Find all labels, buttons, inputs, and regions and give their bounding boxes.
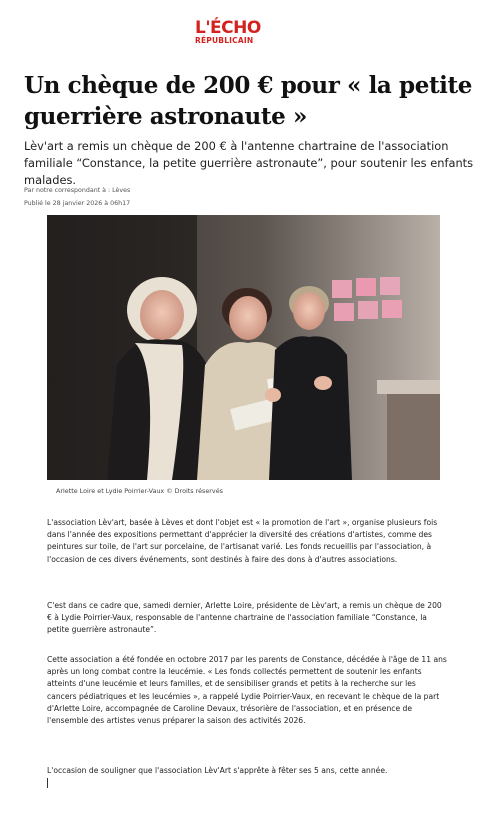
article-paragraph: L'occasion de souligner que l'association Lèv'Art s'apprête à fêter ses 5 ans, cette année. [47,766,388,775]
article-date: Publié le 28 janvier 2026 à 06h17 [24,200,131,207]
article-paragraph: Cette association a été fondée en octobre 2017 par les parents de Constance, décédée à l'âge de 11 ans après un long combat contre la leucémie. « Les fonds collectés permettent de soutenir les enfants atteints d'une leucémie et leurs familles, et de sensibiliser grands et petits à la recherche sur les cancers pédiatriques et les leucémies », a rappelé Lydie Poirrier-Vaux, en recevant le chèque de la part d'Arlette Loire, accompagnée de Caroline Devaux, trésorière de l'association, et en présence de l'ensemble des artistes venus préparer la saison des activités 2026. [47,655,447,726]
article-headline: Un chèque de 200 € pour « la petite guerrière astronaute » [24,72,472,130]
article-paragraph: L'association Lèv'art, basée à Lèves et dont l'objet est « la promotion de l'art », organise plusieurs fois dans l'année des expositions permettant d'apprécier la diversité des créations d'artistes, comme des peintures sur toile, de l'art sur porcelaine, de l'artisanat varié. Les fonds recueillis par l'association, à l'occasion de ces divers événements, sont destinés à faire des dons à d'autres associations. [47,518,438,564]
photo-caption: Arlette Loire et Lydie Poirrier-Vaux © Droits réservés [56,487,223,495]
article-lead: Lèv'art a remis un chèque de 200 € à l'antenne chartraine de l'association familiale “Constance, la petite guerrière astronaute”, pour soutenir les enfants malades. [24,139,474,187]
text-cursor [47,778,48,788]
article-photo [47,215,440,480]
site-logo[interactable] [195,20,277,45]
logo-sub-text: RÉPUBLICAIN [195,36,254,45]
article-paragraph: C'est dans ce cadre que, samedi dernier, Arlette Loire, présidente de Lèv'art, a remis un chèque de 200 € à Lydie Poirrier-Vaux, responsable de l'antenne chartraine de l'association familiale “Constance, la petite guerrière astronaute”. [47,601,442,635]
article-byline: Par notre correspondant à : Lèves [24,187,131,194]
logo-main-text: L'ÉCHO [195,18,261,38]
